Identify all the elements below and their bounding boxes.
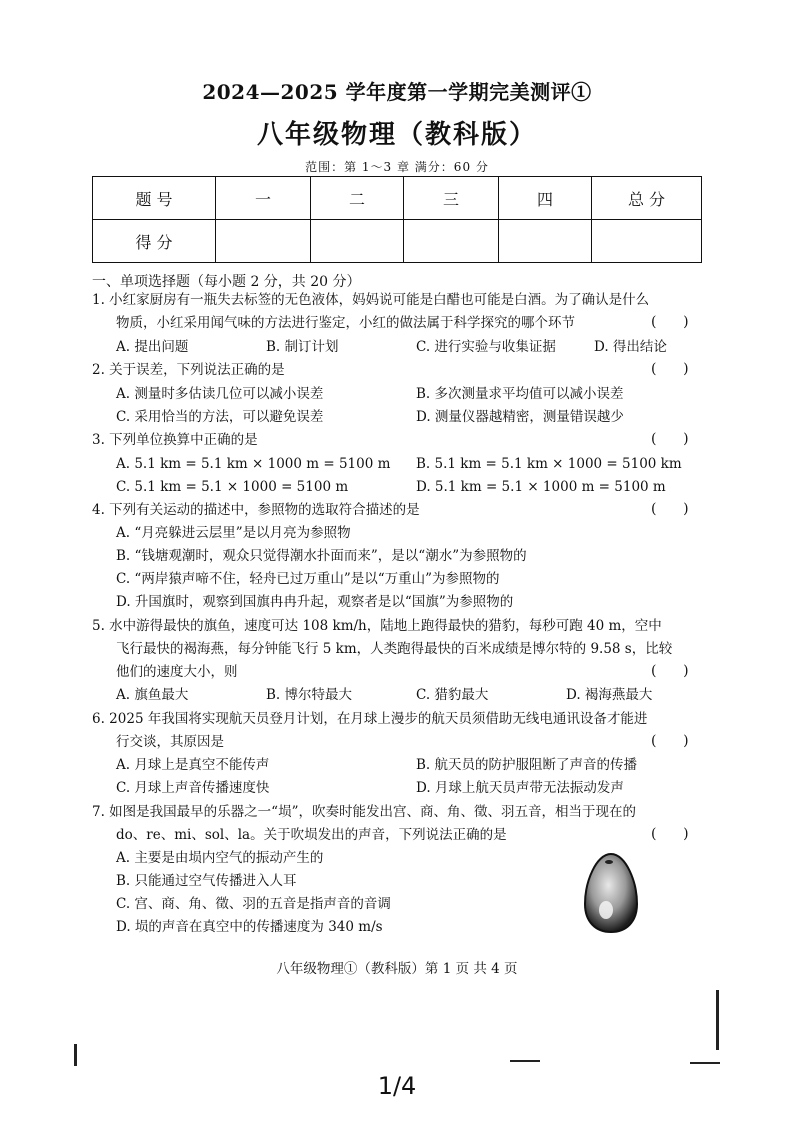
answer-paren: ( ) (651, 361, 689, 377)
score-cell (499, 220, 592, 263)
answer-paren: ( ) (651, 314, 689, 330)
option-a: A. 5.1 km = 5.1 km × 1000 m = 5100 m (116, 456, 391, 472)
question-text: 2. 关于误差，下列说法正确的是 (92, 362, 285, 378)
option-c: C. 月球上声音传播速度快 (116, 780, 270, 796)
scan-artifact (716, 990, 719, 1050)
option-b: B. 博尔特最大 (266, 687, 353, 703)
option-d: D. 5.1 km = 5.1 × 1000 m = 5100 m (416, 479, 666, 495)
page-footer: 八年级物理①（教科版）第 1 页 共 4 页 (276, 961, 518, 977)
score-header-cell: 四 (499, 177, 592, 220)
option-b: B. 航天员的防护服阻断了声音的传播 (416, 757, 638, 773)
option-a: A. 主要是由埙内空气的振动产生的 (116, 850, 324, 866)
exam-subtitle: 八年级物理（教科版） (256, 120, 537, 150)
answer-paren: ( ) (651, 663, 689, 679)
score-cell (311, 220, 404, 263)
question-text: 7. 如图是我国最早的乐器之一“埙”，吹奏时能发出宫、商、角、徵、羽五音，相当于现在的 (92, 804, 636, 820)
answer-paren: ( ) (651, 826, 689, 842)
option-c: C. 宫、商、角、徵、羽的五音是指声音的音调 (116, 896, 391, 912)
question-text: 飞行最快的褐海燕，每分钟能飞行 5 km，人类跑得最快的百米成绩是博尔特的 9.58 s，比较 (116, 641, 673, 657)
option-c: C. “两岸猿声啼不住，轻舟已过万重山”是以“万重山”为参照物的 (116, 571, 500, 587)
option-a: A. 旗鱼最大 (116, 687, 189, 703)
score-table-score-row (93, 220, 702, 263)
option-a: A. 提出问题 (116, 339, 189, 355)
option-c: C. 进行实验与收集证据 (416, 339, 556, 355)
score-cell (404, 220, 499, 263)
answer-paren: ( ) (651, 501, 689, 517)
option-b: B. 制订计划 (266, 339, 339, 355)
exam-scope: 范围：第 1～3 章 满分：60 分 (305, 160, 489, 174)
section-heading: 一、单项选择题（每小题 2 分，共 20 分） (92, 274, 361, 290)
score-table-header-row (93, 177, 702, 220)
option-d: D. 升国旗时，观察到国旗冉冉升起，观察者是以“国旗”为参照物的 (116, 594, 514, 610)
score-header-cell: 总 分 (592, 177, 702, 220)
score-header-cell: 二 (311, 177, 404, 220)
score-table (92, 176, 702, 263)
question-text: 3. 下列单位换算中正确的是 (92, 432, 258, 448)
option-a: A. 测量时多估读几位可以减小误差 (116, 386, 324, 402)
option-d: D. 月球上航天员声带无法振动发声 (416, 780, 624, 796)
scan-artifact (510, 1060, 540, 1062)
option-a: A. 月球上是真空不能传声 (116, 757, 270, 773)
page-indicator: 1/4 (377, 1072, 417, 1100)
option-b: B. 5.1 km = 5.1 km × 1000 = 5100 km (416, 456, 682, 472)
option-a: A. “月亮躲进云层里”是以月亮为参照物 (116, 525, 351, 541)
score-cell (592, 220, 702, 263)
score-header-cell: 一 (216, 177, 311, 220)
question-text: 1. 小红家厨房有一瓶失去标签的无色液体，妈妈说可能是白醋也可能是白酒。为了确认是什么 (92, 292, 650, 308)
option-b: B. 只能通过空气传播进入人耳 (116, 873, 297, 889)
scan-artifact (690, 1062, 720, 1064)
option-b: B. “钱塘观潮时，观众只觉得潮水扑面而来”，是以“潮水”为参照物的 (116, 548, 527, 564)
question-text: 6. 2025 年我国将实现航天员登月计划，在月球上漫步的航天员须借助无线电通讯设备才能进 (92, 711, 648, 727)
question-text: 他们的速度大小，则 (116, 664, 238, 680)
option-c: C. 5.1 km = 5.1 × 1000 = 5100 m (116, 479, 349, 495)
question-text: do、re、mi、sol、la。关于吹埙发出的声音，下列说法正确的是 (116, 827, 507, 843)
scan-artifact (74, 1044, 77, 1066)
answer-paren: ( ) (651, 431, 689, 447)
option-d: D. 测量仪器越精密，测量错误越少 (416, 409, 624, 425)
question-text: 行交谈，其原因是 (116, 734, 224, 750)
question-text: 5. 水中游得最快的旗鱼，速度可达 108 km/h，陆地上跑得最快的猎豹，每秒可跑 40 m，空中 (92, 618, 662, 634)
exam-title: 2024—2025 学年度第一学期完美测评① (202, 80, 592, 104)
xun-instrument-image (582, 852, 640, 934)
score-row-label: 得 分 (93, 220, 216, 263)
question-text: 物质，小红采用闻气味的方法进行鉴定，小红的做法属于科学探究的哪个环节 (116, 315, 575, 331)
option-d: D. 褐海燕最大 (566, 687, 653, 703)
score-header-cell: 题 号 (93, 177, 216, 220)
option-c: C. 采用恰当的方法，可以避免误差 (116, 409, 324, 425)
question-text: 4. 下列有关运动的描述中，参照物的选取符合描述的是 (92, 502, 420, 518)
answer-paren: ( ) (651, 733, 689, 749)
score-cell (216, 220, 311, 263)
option-c: C. 猎豹最大 (416, 687, 489, 703)
score-header-cell: 三 (404, 177, 499, 220)
option-d: D. 得出结论 (594, 339, 667, 355)
option-b: B. 多次测量求平均值可以减小误差 (416, 386, 624, 402)
option-d: D. 埙的声音在真空中的传播速度为 340 m/s (116, 919, 383, 935)
